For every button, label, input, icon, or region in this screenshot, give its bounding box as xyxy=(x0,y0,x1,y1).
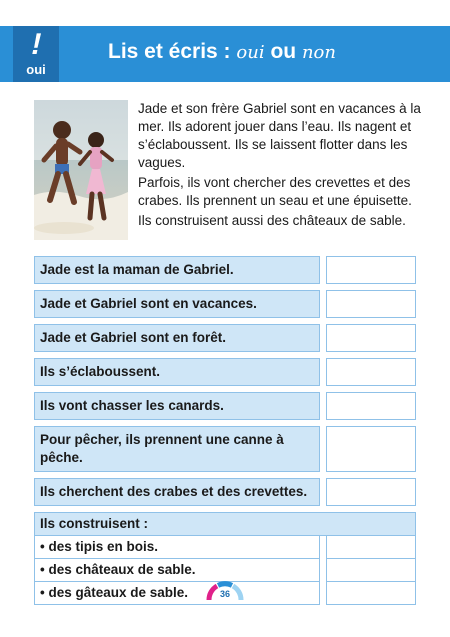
title-word-oui: oui xyxy=(236,42,265,63)
question-text: Ils vont chasser les canards. xyxy=(34,392,320,420)
answer-box[interactable] xyxy=(326,290,416,318)
answer-box[interactable] xyxy=(326,392,416,420)
question-text: Jade et Gabriel sont en vacances. xyxy=(34,290,320,318)
header-banner xyxy=(0,26,450,82)
group-item-text: • des châteaux de sable. xyxy=(34,559,320,582)
page-number-badge xyxy=(205,578,245,602)
question-row xyxy=(34,426,416,472)
page-title xyxy=(108,40,336,64)
answer-box[interactable] xyxy=(326,582,416,605)
question-text: Ils s’éclaboussent. xyxy=(34,358,320,386)
story-paragraph-3: Ils construisent aussi des châteaux de sable. xyxy=(138,213,406,228)
badge-label: oui xyxy=(26,62,46,77)
group-heading: Ils construisent : xyxy=(34,512,416,536)
group-row xyxy=(34,536,416,559)
answer-table xyxy=(34,256,416,611)
group-item-text: • des gâteaux de sable. xyxy=(34,582,320,605)
title-connector: ou xyxy=(270,40,297,63)
answer-box[interactable] xyxy=(326,426,416,472)
question-row xyxy=(34,324,416,352)
question-text: Jade est la maman de Gabriel. xyxy=(34,256,320,284)
group-item-text: • des tipis en bois. xyxy=(34,536,320,559)
story-text xyxy=(138,100,422,232)
question-text: Pour pêcher, ils prennent une canne à pêche. xyxy=(34,426,320,472)
photo-illustration xyxy=(34,100,128,240)
question-row xyxy=(34,256,416,284)
answer-badge xyxy=(13,26,59,82)
page-number: 36 xyxy=(219,589,230,599)
answer-box[interactable] xyxy=(326,478,416,506)
question-text: Ils cherchent des crabes et des crevettes. xyxy=(34,478,320,506)
story-paragraph-2: Parfois, ils vont chercher des crevettes et des crabes. Ils prennent un seau et une épuisette. xyxy=(138,175,412,208)
question-text: Jade et Gabriel sont en forêt. xyxy=(34,324,320,352)
answer-box[interactable] xyxy=(326,324,416,352)
beach-children-photo xyxy=(34,100,128,240)
answer-box[interactable] xyxy=(326,536,416,559)
question-row xyxy=(34,392,416,420)
question-row xyxy=(34,290,416,318)
title-main: Lis et écris : xyxy=(108,40,231,63)
title-word-non: non xyxy=(301,42,336,63)
answer-box[interactable] xyxy=(326,358,416,386)
exclamation-icon: ! xyxy=(28,28,46,61)
answer-box[interactable] xyxy=(326,559,416,582)
answer-box[interactable] xyxy=(326,256,416,284)
question-row xyxy=(34,478,416,506)
question-row xyxy=(34,358,416,386)
story-paragraph-1: Jade et son frère Gabriel sont en vacances à la mer. Ils adorent jouer dans l’eau. Ils nagent et s’éclaboussent. Ils se laissent flotter dans les vagues. xyxy=(138,101,421,170)
